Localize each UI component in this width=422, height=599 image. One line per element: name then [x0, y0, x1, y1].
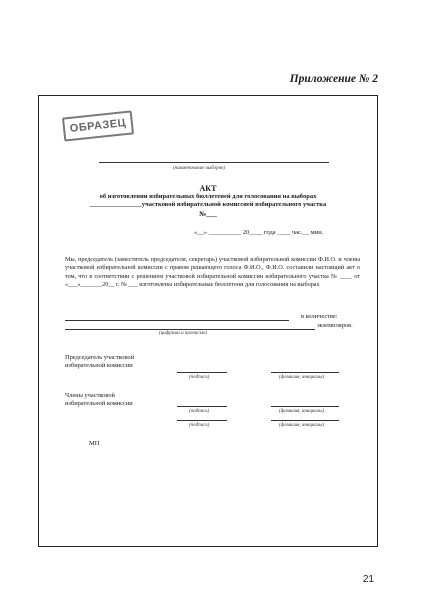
member1-signature-line: [177, 406, 227, 407]
chairman-signature-caption: (подпись): [189, 375, 210, 380]
quantity-line-2: [65, 329, 315, 330]
election-name-line: [99, 162, 329, 163]
copies-label: экземпляров.: [317, 322, 353, 329]
page-number: 21: [362, 574, 374, 585]
act-title: АКТ: [199, 184, 217, 193]
appendix-label: Приложение № 2: [289, 73, 378, 85]
quantity-caption: (цифрами и прописью): [159, 331, 208, 336]
act-date-line: «__» __________ 20____ года ____ час.__ мин.: [194, 229, 324, 236]
chairman-signature-line: [177, 372, 227, 373]
seal-mark: МП: [89, 440, 100, 447]
member1-name-line: [271, 406, 339, 407]
chairman-name-caption: (фамилия, инициалы): [279, 375, 325, 380]
member2-name-caption: (фамилия, инициалы): [279, 423, 325, 428]
chairman-name-line: [271, 372, 339, 373]
member1-signature-caption: (подпись): [189, 409, 210, 414]
act-body-text: Мы, председатель (заместитель председателя, секретарь) участковой избирательной комиссии Ф.И.О. и члены участковой избирательной комиссии с правом решающего голоса Ф.И.О., Ф.И.О. составили настоящий акт о том, что в соответствии с решением участковой избирательной комиссии избирательного участка № ____ от «___»_______20__ г. № ___ изготовлены избирательные бюллетени для голосования на выборах: [65, 256, 360, 288]
member2-signature-line: [177, 420, 227, 421]
quantity-label: в количестве:: [301, 313, 338, 320]
election-name-caption: (наименование выборов): [173, 166, 225, 171]
chairman-label-2: избирательной комиссии: [65, 362, 133, 369]
document-frame: [38, 95, 378, 547]
member2-name-line: [271, 420, 339, 421]
quantity-line: [65, 320, 289, 321]
member1-name-caption: (фамилия, инициалы): [279, 409, 325, 414]
act-subtitle-1: об изготовлении избирательных бюллетеней для голосования на выборах: [99, 193, 317, 200]
chairman-label-1: Председатель участковой: [65, 354, 135, 361]
act-subtitle-3: №___: [199, 210, 217, 218]
sample-stamp: ОБРАЗЕЦ: [62, 110, 134, 141]
members-label-1: Члены участковой: [65, 392, 115, 399]
act-subtitle-2: ________________участковой избирательной комиссией избирательного участка: [89, 201, 327, 208]
member2-signature-caption: (подпись): [189, 423, 210, 428]
members-label-2: избирательной комиссии: [65, 400, 133, 407]
